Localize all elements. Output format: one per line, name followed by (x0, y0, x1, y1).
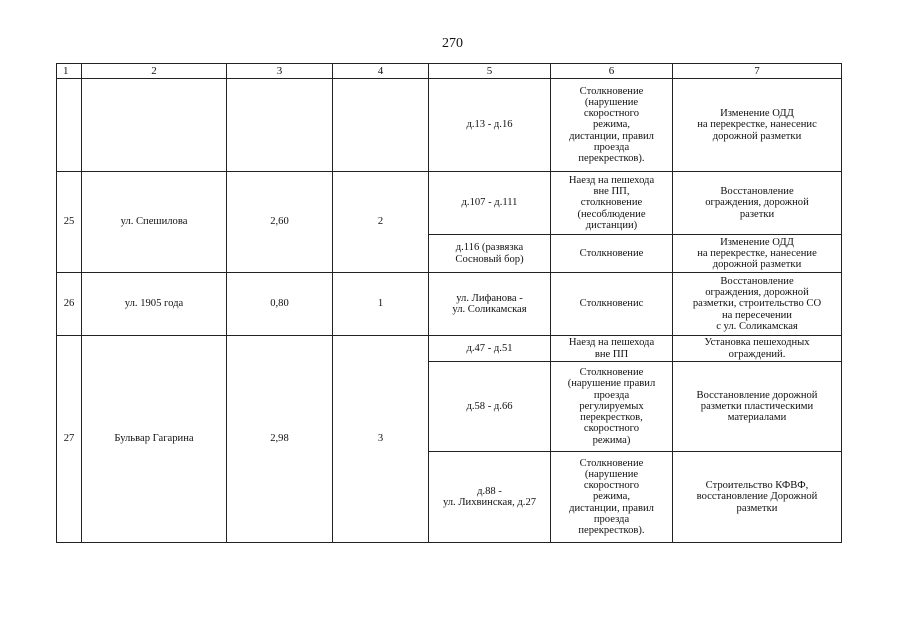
location-cell: д.88 - ул. Лихвинская, д.27 (429, 452, 551, 543)
header-col-6: 6 (551, 64, 673, 79)
row-number-cell: 26 (57, 273, 82, 336)
header-col-4: 4 (333, 64, 429, 79)
row-number-cell (57, 79, 82, 172)
length-cell: 0,80 (227, 273, 333, 336)
length-cell (227, 79, 333, 172)
count-cell: 1 (333, 273, 429, 336)
location-cell: д.47 - д.51 (429, 336, 551, 362)
header-col-2: 2 (82, 64, 227, 79)
header-col-7: 7 (673, 64, 842, 79)
header-col-1: 1 (57, 64, 82, 79)
measure-cell: Изменение ОДД на перекрестке, нанесенис дорожной разметки (673, 79, 842, 172)
location-cell: ул. Лифанова - ул. Соликамская (429, 273, 551, 336)
street-cell: Бульвар Гагарина (82, 336, 227, 543)
page-number: 270 (442, 36, 463, 51)
table-row (57, 273, 842, 336)
length-cell: 2,60 (227, 172, 333, 273)
accident-cell: Столкновение (нарушение скоростного режима, дистанции, правил проезда перекрестков). (551, 79, 673, 172)
count-cell: 2 (333, 172, 429, 273)
row-number-cell: 27 (57, 336, 82, 543)
accident-cell: Столкновение (нарушение скоростного режима, дистанции, правил проезда перекрестков). (551, 452, 673, 543)
length-cell: 2,98 (227, 336, 333, 543)
location-cell: д.13 - д.16 (429, 79, 551, 172)
header-col-3: 3 (227, 64, 333, 79)
measure-cell: Строительство КФВФ, восстановление Дорожной разметки (673, 452, 842, 543)
accident-table (56, 63, 842, 543)
location-cell: д.58 - д.66 (429, 362, 551, 452)
accident-cell: Столкновение (551, 235, 673, 273)
location-cell: д.116 (развязка Сосновый бор) (429, 235, 551, 273)
accident-cell: Наезд на пешехода вне ПП (551, 336, 673, 362)
count-cell: 3 (333, 336, 429, 543)
header-row (57, 64, 842, 79)
count-cell (333, 79, 429, 172)
header-col-5: 5 (429, 64, 551, 79)
measure-cell: Изменение ОДД на перекрестке, нанесение дорожной разметки (673, 235, 842, 273)
accident-cell: Столкновение (нарушение правил проезда регулируемых перекрестков, скоростного режима) (551, 362, 673, 452)
street-cell: ул. 1905 года (82, 273, 227, 336)
measure-cell: Восстановление дорожной разметки пластическими материалами (673, 362, 842, 452)
row-number-cell: 25 (57, 172, 82, 273)
street-cell (82, 79, 227, 172)
measure-cell: Установка пешеходных ограждений. (673, 336, 842, 362)
accident-cell: Столкновенис (551, 273, 673, 336)
table-row (57, 172, 842, 235)
street-cell: ул. Спешилова (82, 172, 227, 273)
table-row (57, 79, 842, 172)
accident-cell: Наезд на пешехода вне ПП, столкновение (несоблюдение дистанции) (551, 172, 673, 235)
measure-cell: Восстановление ограждения, дорожной разметки, строительство СО на пересечении с ул. Соликамская (673, 273, 842, 336)
measure-cell: Восстановление ограждения, дорожной разетки (673, 172, 842, 235)
location-cell: д.107 - д.111 (429, 172, 551, 235)
table-row (57, 336, 842, 362)
